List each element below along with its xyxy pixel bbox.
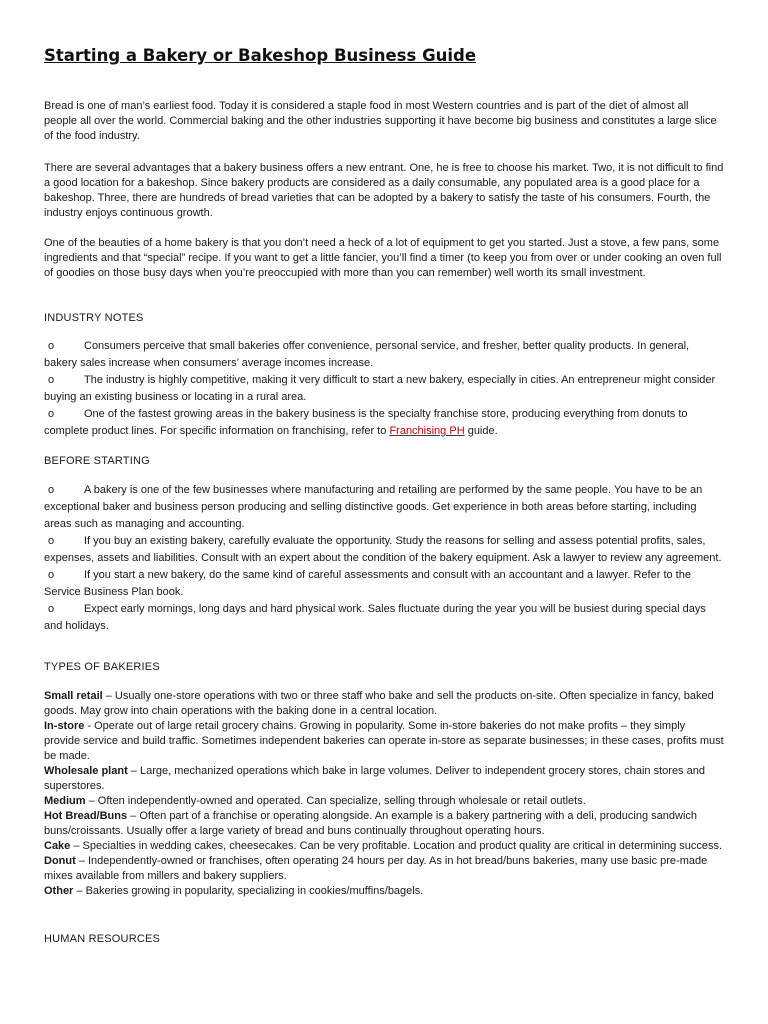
types-of-bakeries-list bbox=[44, 689, 724, 899]
bakery-type-description: – Often part of a franchise or operating alongside. An example is a bakery partnering with a deli, producing sandwich buns/croissants. Usually offer a large variety of bread and buns continually throughout operating hours. bbox=[44, 810, 698, 837]
bakery-type-term: Wholesale plant bbox=[44, 765, 128, 777]
list-item bbox=[44, 764, 724, 794]
bakery-type-term: Donut bbox=[44, 855, 76, 867]
before-starting-list bbox=[44, 482, 724, 635]
bullet-marker: o bbox=[48, 340, 55, 352]
list-item bbox=[44, 567, 724, 601]
list-item bbox=[44, 809, 724, 839]
bakery-type-description: – Bakeries growing in popularity, specializing in cookies/muffins/bagels. bbox=[73, 885, 424, 897]
list-item bbox=[44, 794, 724, 809]
intro-paragraph-2: There are several advantages that a bakery business offers a new entrant. One, he is free to choose his market. Two, it is not difficult to find a good location for a bakeshop. Since bakery products are considered as a daily consumable, any populated area is a good place for a bakeshop. Three, there are hundreds of bread varieties that can be adopted by a bakery to satisfy the taste of his consumers. Fourth, the industry enjoys continuous growth. bbox=[44, 162, 724, 219]
bakery-type-description: – Usually one-store operations with two or three staff who bake and sell the products on-site. Often specialize in fancy, baked goods. May grow into chain operations with the baking done in a central location. bbox=[44, 690, 714, 717]
industry-notes-list bbox=[44, 338, 724, 440]
section-heading-industry-notes: INDUSTRY NOTES bbox=[44, 312, 144, 324]
list-item bbox=[44, 372, 724, 406]
bullet-marker: o bbox=[48, 408, 55, 420]
list-item-text: If you start a new bakery, do the same kind of careful assessments and consult with an accountant and a lawyer. Refer to the Service Business Plan book. bbox=[44, 569, 691, 598]
franchising-ph-link[interactable]: Franchising PH bbox=[389, 425, 465, 437]
intro-paragraph-3: One of the beauties of a home bakery is that you don’t need a heck of a lot of equipment to get you started. Just a stove, a few pans, some ingredients and that “special” recipe. If you want to get a little fancier, you’ll find a timer (to keep you from over or under cooking an oven full of goodies on those busy days when you’re preoccupied with more than you can remember) well worth its small investment. bbox=[44, 237, 722, 279]
intro-paragraph-1: Bread is one of man’s earliest food. Today it is considered a staple food in most Western countries and is part of the diet of almost all people all over the world. Commercial baking and the other industries supporting it have become big business and constitutes a large slice of the food industry. bbox=[44, 100, 717, 142]
bullet-marker: o bbox=[48, 374, 55, 386]
bakery-type-term: Other bbox=[44, 885, 74, 897]
list-item bbox=[44, 719, 724, 764]
bakery-type-description: – Large, mechanized operations which bake in large volumes. Deliver to independent grocery stores, chain stores and superstores. bbox=[44, 765, 705, 792]
list-item-text: If you buy an existing bakery, carefully evaluate the opportunity. Study the reasons for selling and assess potential profits, sales, expenses, assets and liabilities. Consult with an expert about the condition of the bakery equipment. Ask a lawyer to review any agreement. bbox=[44, 535, 722, 564]
list-item bbox=[44, 482, 724, 533]
section-heading-human-resources: HUMAN RESOURCES bbox=[44, 933, 161, 945]
list-item-text: The industry is highly competitive, making it very difficult to start a new bakery, especially in cities. An entrepreneur might consider buying an existing business or locating in a rural area. bbox=[44, 374, 716, 403]
list-item bbox=[44, 689, 724, 719]
section-heading-types-of-bakeries: TYPES OF BAKERIES bbox=[44, 661, 160, 673]
bakery-type-term: Medium bbox=[44, 795, 86, 807]
list-item-text: One of the fastest growing areas in the bakery business is the specialty franchise store, producing everything from donuts to complete product lines. For specific information on franchising, refer to bbox=[44, 408, 688, 437]
list-item-text: A bakery is one of the few businesses where manufacturing and retailing are performed by the same people. You have to be an exceptional baker and business person producing and selling distinctive goods. Get experience in both areas before starting, including areas such as managing and accounting. bbox=[44, 484, 703, 530]
bakery-type-description: – Often independently-owned and operated. Can specialize, selling through wholesale or retail outlets. bbox=[85, 795, 586, 807]
bakery-type-term: In-store bbox=[44, 720, 85, 732]
list-item bbox=[44, 338, 724, 372]
list-item-text: Expect early mornings, long days and hard physical work. Sales fluctuate during the year you will be busiest during special days and holidays. bbox=[44, 603, 706, 632]
bakery-type-term: Hot Bread/Buns bbox=[44, 810, 128, 822]
list-item bbox=[44, 854, 724, 884]
bullet-marker: o bbox=[48, 569, 55, 581]
list-item-text-end: guide. bbox=[464, 425, 498, 437]
bullet-marker: o bbox=[48, 603, 55, 615]
list-item bbox=[44, 601, 724, 635]
bakery-type-term: Small retail bbox=[44, 690, 103, 702]
bakery-type-description: - Operate out of large retail grocery chains. Growing in popularity. Some in-store bakeries do not make profits – they simply provide service and build traffic. Sometimes independent bakeries can operate in-store as separate businesses; in these cases, profits must be made. bbox=[44, 720, 724, 762]
list-item bbox=[44, 406, 724, 440]
bullet-marker: o bbox=[48, 535, 55, 547]
bakery-type-term: Cake bbox=[44, 840, 71, 852]
list-item-text: Consumers perceive that small bakeries offer convenience, personal service, and fresher, better quality products. In general, bakery sales increase when consumers’ average incomes increase. bbox=[44, 340, 690, 369]
section-heading-before-starting: BEFORE STARTING bbox=[44, 455, 150, 467]
list-item bbox=[44, 839, 724, 854]
page-title: Starting a Bakery or Bakeshop Business Guide bbox=[44, 46, 477, 65]
bakery-type-description: – Independently-owned or franchises, often operating 24 hours per day. As in hot bread/buns bakeries, many use basic pre-made mixes available from millers and bakery suppliers. bbox=[44, 855, 708, 882]
bakery-type-description: – Specialties in wedding cakes, cheesecakes. Can be very profitable. Location and product quality are critical in determining success. bbox=[70, 840, 723, 852]
bullet-marker: o bbox=[48, 484, 55, 496]
list-item bbox=[44, 533, 724, 567]
list-item bbox=[44, 884, 724, 899]
